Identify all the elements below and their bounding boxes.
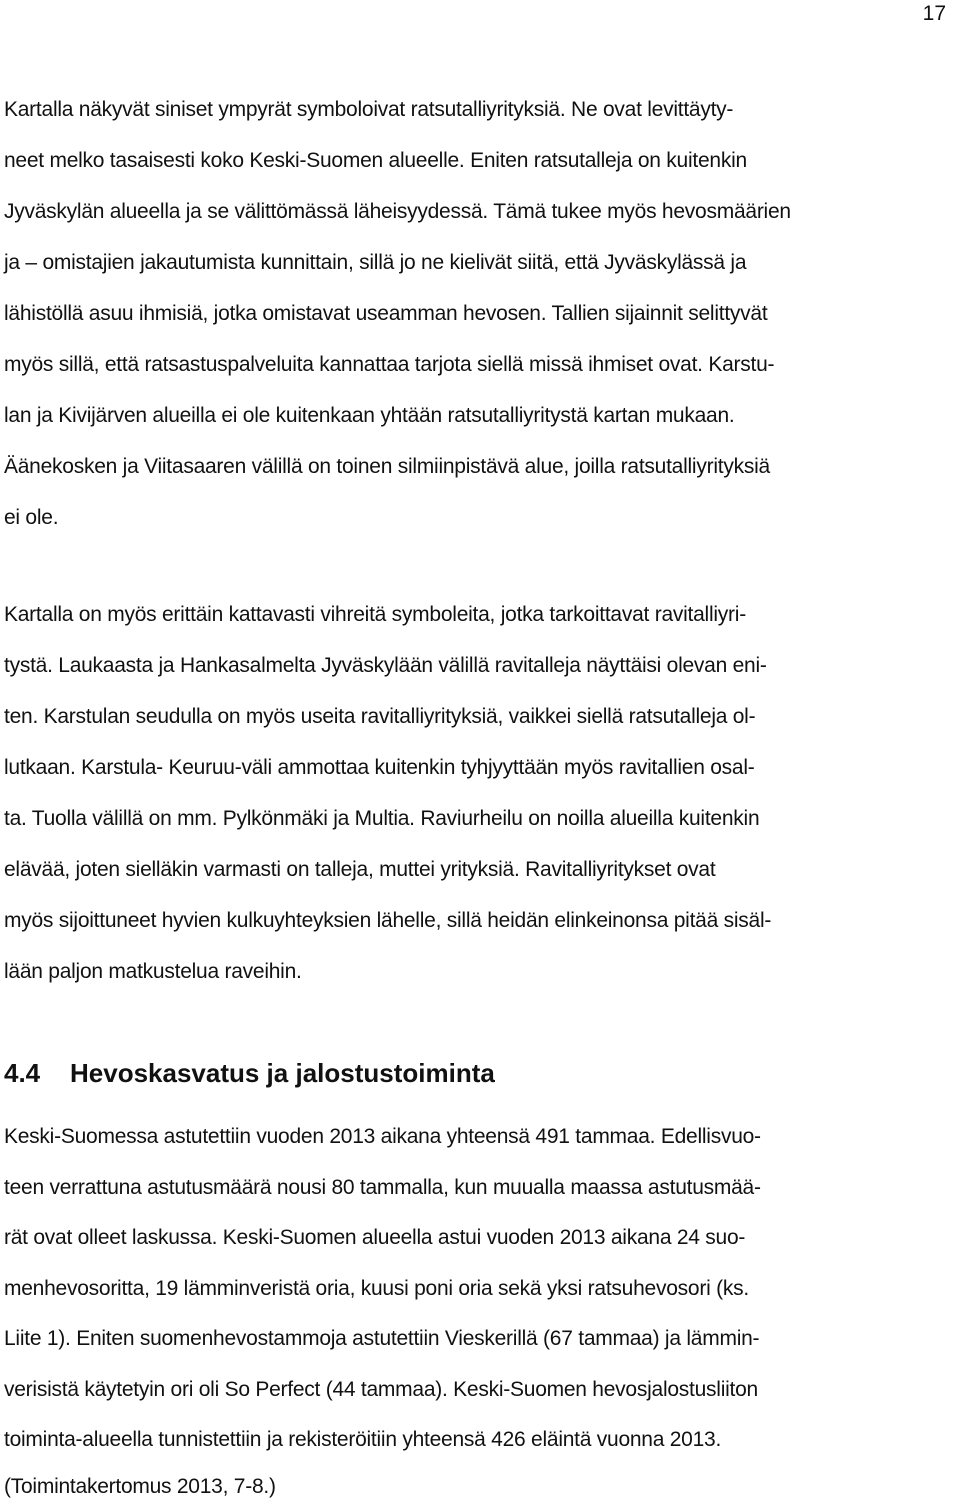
text-line: ei ole.: [4, 506, 59, 529]
text-line: Äänekosken ja Viitasaaren välillä on toinen silmiinpistävä alue, joilla ratsutalliyrityksiä: [4, 455, 770, 478]
text-line: elävää, joten sielläkin varmasti on talleja, muttei yrityksiä. Ravitalliyritykset ovat: [4, 858, 716, 881]
text-line: myös sillä, että ratsastuspalveluita kannattaa tarjota siellä missä ihmiset ovat. Karstu-: [4, 353, 775, 376]
text-line: toiminta-alueella tunnistettiin ja rekisteröitiin yhteensä 426 eläintä vuonna 2013.: [4, 1428, 722, 1451]
text-line: rät ovat olleet laskussa. Keski-Suomen alueella astui vuoden 2013 aikana 24 suo-: [4, 1226, 746, 1249]
text-line: (Toimintakertomus 2013, 7-8.): [4, 1475, 276, 1498]
text-line: lan ja Kivijärven alueilla ei ole kuitenkaan yhtään ratsutalliyritystä kartan mukaan.: [4, 404, 735, 427]
text-line: myös sijoittuneet hyvien kulkuyhteyksien lähelle, sillä heidän elinkeinonsa pitää sisäl-: [4, 909, 772, 932]
text-line: lutkaan. Karstula- Keuruu-väli ammottaa kuitenkin tyhjyyttään myös ravitallien osal-: [4, 756, 755, 779]
text-line: ta. Tuolla välillä on mm. Pylkönmäki ja Multia. Raviurheilu on noilla alueilla kuitenkin: [4, 807, 760, 830]
text-line: Jyväskylän alueella ja se välittömässä läheisyydessä. Tämä tukee myös hevosmäärien: [4, 200, 791, 223]
text-line: neet melko tasaisesti koko Keski-Suomen alueelle. Eniten ratsutalleja on kuitenkin: [4, 149, 747, 172]
text-line: ja – omistajien jakautumista kunnittain, sillä jo ne kielivät siitä, että Jyväskylässä ja: [4, 251, 747, 274]
text-line: verisistä käytetyin ori oli So Perfect (44 tammaa). Keski-Suomen hevosjalostusliiton: [4, 1378, 758, 1401]
text-line: lähistöllä asuu ihmisiä, jotka omistavat useamman hevosen. Tallien sijainnit selittyvät: [4, 302, 768, 325]
text-line: teen verrattuna astutusmäärä nousi 80 tammalla, kun muualla maassa astutusmää-: [4, 1176, 761, 1199]
section-title: Hevoskasvatus ja jalostustoiminta: [70, 1058, 495, 1088]
text-line: ten. Karstulan seudulla on myös useita ravitalliyrityksiä, vaikkei siellä ratsutalleja ol-: [4, 705, 756, 728]
section-number: 4.4: [4, 1058, 41, 1088]
text-line: tystä. Laukaasta ja Hankasalmelta Jyväskylään välillä ravitalleja näyttäisi olevan eni-: [4, 654, 767, 677]
text-line: Liite 1). Eniten suomenhevostammoja astutettiin Vieskerillä (67 tammaa) ja lämmin-: [4, 1327, 760, 1350]
page-number: 17: [922, 2, 946, 25]
section-heading: [4, 1058, 495, 1088]
text-line: Kartalla on myös erittäin kattavasti vihreitä symboleita, jotka tarkoittavat ravitalliyri-: [4, 603, 746, 626]
text-line: Kartalla näkyvät siniset ympyrät symboloivat ratsutalliyrityksiä. Ne ovat levittäyty-: [4, 98, 734, 121]
text-line: Keski-Suomessa astutettiin vuoden 2013 aikana yhteensä 491 tammaa. Edellisvuo-: [4, 1125, 761, 1148]
text-line: menhevosoritta, 19 lämminveristä oria, kuusi poni oria sekä yksi ratsuhevosori (ks.: [4, 1277, 749, 1300]
text-line: lään paljon matkustelua raveihin.: [4, 960, 302, 983]
